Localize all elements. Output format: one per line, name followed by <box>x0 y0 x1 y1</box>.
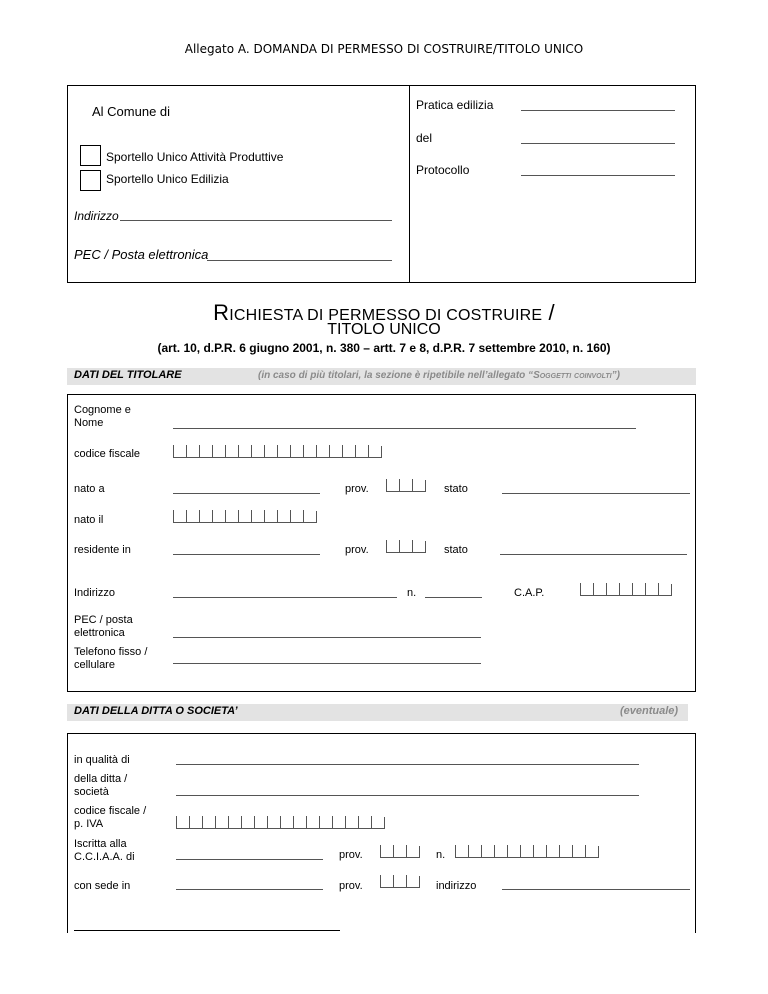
protocollo-label: Protocollo <box>416 163 470 177</box>
codice-fiscale-field[interactable] <box>173 445 382 459</box>
title-cap: R <box>213 300 230 325</box>
titolare-note-sc: Soggetti coinvolti <box>533 370 612 381</box>
pratica-label: Pratica edilizia <box>416 98 494 112</box>
telefono-label: Telefono fisso / cellulare <box>74 646 148 671</box>
codice-fiscale-label: codice fiscale <box>74 448 141 460</box>
nato-a-label: nato a <box>74 483 105 495</box>
cciaa-prov-label: prov. <box>339 849 363 861</box>
sportello-attivita-checkbox[interactable] <box>80 145 101 166</box>
pec-field[interactable] <box>207 260 392 261</box>
document-title-line2: TITOLO UNICO <box>327 321 441 338</box>
titolare-pec-field[interactable] <box>173 637 481 638</box>
residente-prov-field[interactable] <box>386 540 426 554</box>
residente-stato-field[interactable] <box>500 554 687 555</box>
cciaa-n-label: n. <box>436 849 446 861</box>
title-rest: ICHIESTA DI PERMESSO DI COSTRUIRE <box>229 307 543 324</box>
cciaa-field[interactable] <box>176 859 323 860</box>
title-slash: / <box>542 300 555 325</box>
residente-prov-label: prov. <box>345 544 369 556</box>
nato-a-field[interactable] <box>173 493 320 494</box>
residente-label: residente in <box>74 544 131 556</box>
titolare-indirizzo-label: Indirizzo <box>74 587 115 599</box>
sportello-edilizia-checkbox[interactable] <box>80 170 101 191</box>
nato-il-label: nato il <box>74 514 104 526</box>
nato-prov-field[interactable] <box>386 479 426 493</box>
del-field[interactable] <box>521 143 675 144</box>
nato-stato-label: stato <box>444 483 468 495</box>
ditta-cf-label: codice fiscale / p. IVA <box>74 805 147 830</box>
nato-il-field[interactable] <box>173 510 317 524</box>
in-qualita-label: in qualità di <box>74 754 130 766</box>
protocollo-field[interactable] <box>521 175 675 176</box>
telefono-field[interactable] <box>173 663 481 664</box>
titolare-indirizzo-field[interactable] <box>173 597 397 598</box>
nato-prov-label: prov. <box>345 483 369 495</box>
document-subtitle: (art. 10, d.P.R. 6 giugno 2001, n. 380 – artt. 7 e 8, d.P.R. 7 settembre 2010, n. 160) <box>157 341 611 355</box>
con-sede-field[interactable] <box>176 889 323 890</box>
titolare-note-pre: (in caso di più titolari, la sezione è ripetibile nell’allegato “ <box>258 370 534 381</box>
ditta-box <box>67 733 696 933</box>
ditta-cf-field[interactable] <box>176 816 385 830</box>
footnote-separator <box>74 930 340 931</box>
al-comune-label: Al Comune di <box>92 104 171 119</box>
titolare-note-post: ”) <box>611 370 620 381</box>
civico-field[interactable] <box>425 597 482 598</box>
residente-field[interactable] <box>173 554 320 555</box>
cognome-nome-label: Cognome e Nome <box>74 404 131 429</box>
con-sede-label: con sede in <box>74 880 131 892</box>
con-sede-indirizzo-label: indirizzo <box>436 880 477 892</box>
ditta-societa-field[interactable] <box>176 795 639 796</box>
ditta-section-note: (eventuale) <box>620 705 679 717</box>
civico-label: n. <box>407 587 417 599</box>
indirizzo-field[interactable] <box>120 220 392 221</box>
del-label: del <box>416 131 433 145</box>
nato-stato-field[interactable] <box>502 493 690 494</box>
titolare-section-label: DATI DEL TITOLARE <box>74 369 182 381</box>
in-qualita-field[interactable] <box>176 764 639 765</box>
ditta-section-label: DATI DELLA DITTA O SOCIETA’ <box>74 705 238 717</box>
recipient-box-divider <box>409 85 410 283</box>
sportello-attivita-label: Sportello Unico Attività Produttive <box>106 150 284 164</box>
ditta-societa-label: della ditta / società <box>74 773 128 798</box>
cap-field[interactable] <box>580 583 672 597</box>
cap-label: C.A.P. <box>514 587 545 599</box>
pec-label: PEC / Posta elettronica <box>74 247 209 262</box>
residente-stato-label: stato <box>444 544 468 556</box>
cciaa-prov-field[interactable] <box>380 845 420 859</box>
con-sede-indirizzo-field[interactable] <box>502 889 690 890</box>
cciaa-label: Iscritta alla C.C.I.A.A. di <box>74 838 135 863</box>
cognome-nome-field[interactable] <box>173 428 636 429</box>
con-sede-prov-label: prov. <box>339 880 363 892</box>
sportello-edilizia-label: Sportello Unico Edilizia <box>106 172 229 186</box>
con-sede-prov-field[interactable] <box>380 875 420 889</box>
titolare-pec-label: PEC / posta elettronica <box>74 614 133 639</box>
pratica-field[interactable] <box>521 110 675 111</box>
cciaa-n-field[interactable] <box>455 845 599 859</box>
document-header: Allegato A. DOMANDA DI PERMESSO DI COSTRUIRE/TITOLO UNICO <box>184 42 584 56</box>
indirizzo-label: Indirizzo <box>74 209 119 223</box>
titolare-section-note <box>258 370 620 381</box>
